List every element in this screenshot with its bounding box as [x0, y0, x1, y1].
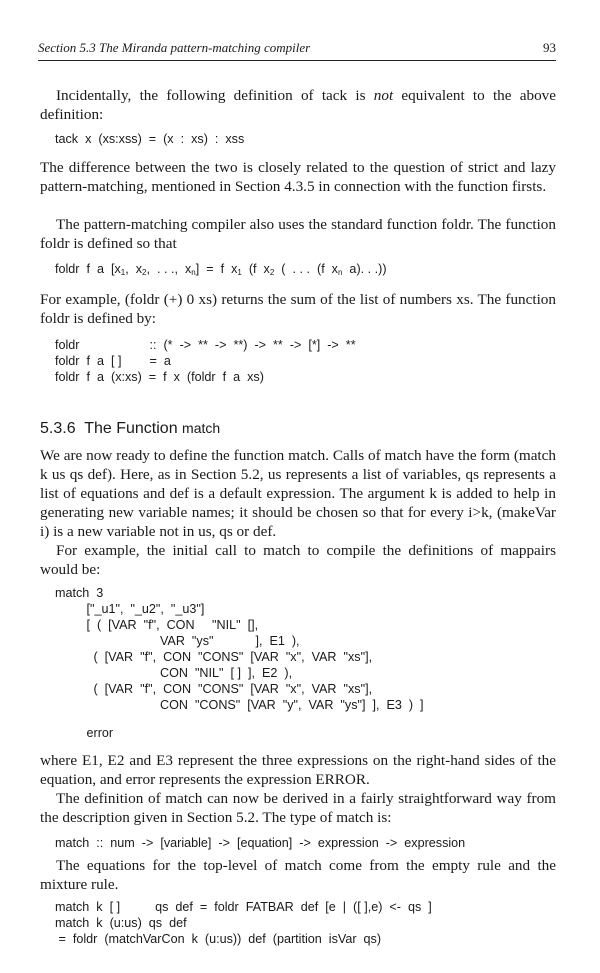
paragraph-foldr-example: For example, (foldr (+) 0 xs) returns the sum of the list of numbers xs. The function foldr is defined by: — [40, 291, 556, 327]
running-header — [38, 38, 556, 61]
section-number: 5.3.6 — [40, 420, 76, 437]
running-header-title: Section 5.3 The Miranda pattern-matching compiler — [38, 40, 311, 55]
code-match-eq-2: match k (u:us) qs def — [55, 916, 187, 930]
paragraph-strict-lazy: The difference between the two is closely related to the question of strict and lazy pattern-matching, mentioned in Section 4.3.5 in connection with the function firsts. — [40, 159, 556, 195]
code-foldr-expansion: foldr f a [$x_1$, $x_2$, . . ., $x_n] = f$ $x_1$ (f $x_2$ ( . . . (f $x_n$ a). . .)) — [55, 262, 387, 277]
code-foldr-def-3: foldr f a (x:xs) = f x (foldr f a xs) — [55, 370, 264, 384]
code-match-call-3: [ ( [VAR "f", CON "NIL" [], — [55, 618, 259, 632]
section-heading — [40, 420, 220, 438]
paragraph-expressions: where E1, E2 and E3 represent the three expressions on the right-hand sides of the equation, and error represents the expression ERROR. — [40, 752, 556, 788]
code-tack: tack x (xs:xss) = (x : xs) : xss — [55, 132, 245, 146]
code-foldr-def-1: foldr :: (* -> ** -> **) -> ** -> [*] -> ** — [55, 338, 356, 352]
code-match-call-9: error — [55, 726, 114, 740]
code-match-eq-3: = foldr (matchVarCon k (u:us)) def (partition isVar qs) — [55, 932, 382, 946]
text: Incidentally, the following definition of tack is — [56, 87, 374, 104]
paragraph-mappairs-example: For example, the initial call to match to compile the definitions of mappairs would be: — [40, 542, 556, 578]
text: equivalent to the above definition: — [40, 87, 557, 123]
code-match-call-7: ( [VAR "f", CON "CONS" [VAR "x", VAR "xs"], — [55, 682, 373, 696]
code-match-call-2: ["_u1", "_u2", "_u3"] — [55, 602, 205, 616]
emphasis-not: not — [373, 87, 394, 104]
section-title-code: match — [182, 420, 221, 436]
code-match-call-8: CON "CONS" [VAR "y", VAR "ys"] ], E3 ) ] — [55, 698, 424, 712]
code-match-call-6: CON "NIL" [ ] ], E2 ), — [55, 666, 293, 680]
code-match-eq-1: match k [ ] qs def = foldr FATBAR def [e | ([ ],e) <- qs ] — [55, 900, 432, 914]
paragraph-match-derivation: The definition of match can now be derived in a fairly straightforward way from the description given in Section 5.2. The type of match is: — [40, 790, 556, 826]
code-match-call-5: ( [VAR "f", CON "CONS" [VAR "x", VAR "xs"], — [55, 650, 373, 664]
paragraph-tack-intro — [40, 86, 556, 124]
code-match-call-1: match 3 — [55, 586, 104, 600]
paragraph-match-definition: We are now ready to define the function match. Calls of match have the form (match k us qs def). Here, as in Section 5.2, us represents a list of variables, qs represents a list of equations and def is a default expression. The argument k is added to help in generating new variable names; it should be chosen so that for every i>k, (makeVar i) is a new variable not in us, qs or def. — [40, 447, 556, 540]
page-number: 93 — [543, 40, 556, 55]
section-title: The Function — [84, 420, 178, 437]
code-match-call-4: VAR "ys" ], E1 ), — [55, 634, 300, 648]
paragraph-top-level-equations: The equations for the top-level of match come from the empty rule and the mixture rule. — [40, 857, 556, 893]
code-match-type: match :: num -> [variable] -> [equation] -> expression -> expression — [55, 836, 466, 850]
code-foldr-def-2: foldr f a [ ] = a — [55, 354, 171, 368]
paragraph-foldr-intro: The pattern-matching compiler also uses the standard function foldr. The function foldr is defined so that — [40, 216, 556, 252]
